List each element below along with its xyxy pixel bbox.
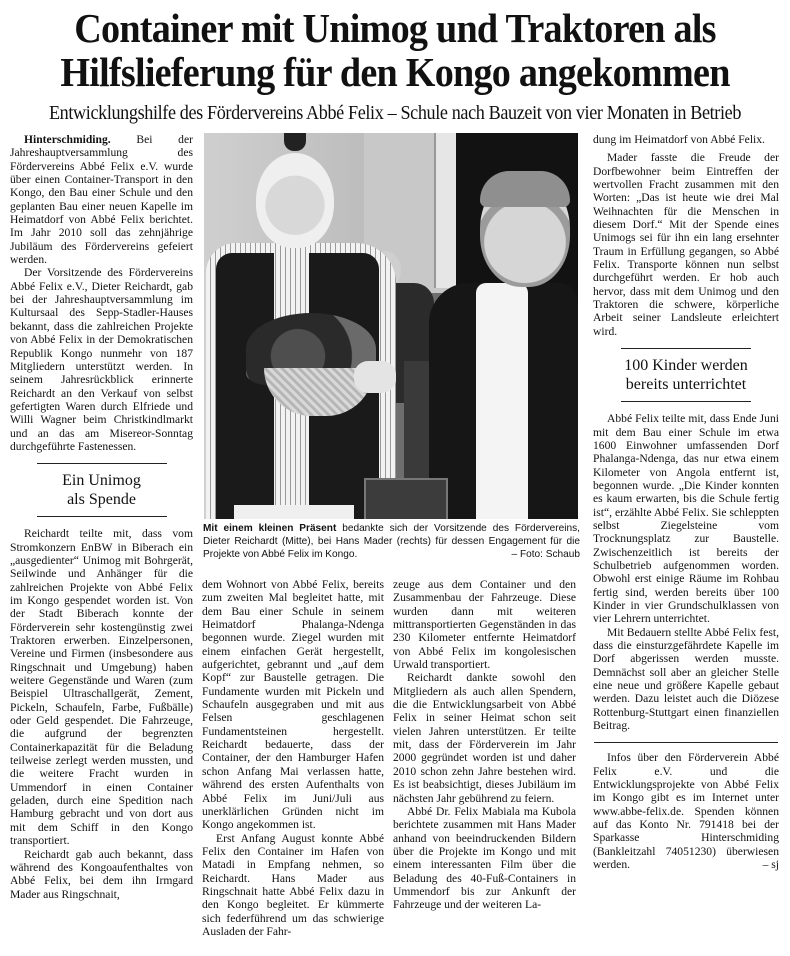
paragraph: Der Vorsitzende des Fördervereins Abbé Felix e.V., Dieter Reichardt, gab bei der Jahreshauptversammlung im Kultursaal des Sepp-Stadler-Hauses bekannt, dass die zahlreichen Projekte von Abbé Felix in der Demokratischen Republik Kongo nunmehr von 187 Mitgliedern unterstützt werden. In seinem Jahresrückblick erinnerte Reichardt an den Verkauf von selbst gefertigten Waren durch Elfriede und Willi Wagner beim Christkindlmarkt und an das am Misereor-Sonntag durchgeführte Fastenessen. <box>10 266 193 453</box>
paragraph: Reichardt dankte sowohl den Mitgliedern als auch allen Spendern, die die Entwicklungsarbeit von Abbé Felix in seiner Heimat schon seit vielen Jahren unterstützen. Er teilte mit, dass der Förderverein im Jahr 2000 gegründet worden ist und daher 2010 schon zehn Jahre bestehen wird. Es ist beabsichtigt, dieses Jubiläum im nächsten Jahr gebührend zu feiern. <box>393 671 576 805</box>
headline-line-1: Container mit Unimog und Traktoren als <box>74 5 716 51</box>
author-sign: – sj <box>762 858 779 872</box>
paragraph: dung im Heimatdorf von Abbé Felix. <box>593 133 765 146</box>
subheading-line-1: Ein Unimog <box>62 472 141 490</box>
photo-paper <box>234 505 354 519</box>
subheading-unimog <box>10 463 193 517</box>
paragraph-text: Bei der Jahreshauptversammlung des Fördervereins Abbé Felix e.V. wurde über einen Container-Transport in den Kongo, den Bau einer Schule und den geplanten Bau einer neuen Kapelle im Heimatdorf von Abbé Felix berichtet. Im Jahr 2010 soll das zehnjährige Jubiläum des Fördervereins gefeiert werden. <box>10 133 193 267</box>
subheading-line-2: als Spende <box>67 491 136 509</box>
divider-rule <box>37 516 167 517</box>
paragraph: zeuge aus dem Container und den Zusammenbau der Fahrzeuge. Diese wurden dann mit weiteren mittransportierten Gegenständen in das 230 Kilometer entfernte Heimatdorf von Abbé Felix im kongolesischen Urwald transportiert. <box>393 578 576 672</box>
column-1 <box>10 133 193 901</box>
photo-pole <box>284 133 306 151</box>
paragraph: Abbé Felix teilte mit, dass Ende Juni mit dem Bau einer Schule im etwa 1600 Einwohner umfassenden Dorf Phalanga-Ndenga, das nur etwa einem Kilometer von Angola entfernt ist, begonnen wurde. „Die Kinder konnten es kaum erwarten, bis die Schule fertig ist“, erzählte Abbé Felix. Sie schleppten selbst Ziegelsteine vom Trocknungsplatz zur Baustelle. Zwischenzeitlich ist bereits der Schulbetrieb aufgenommen worden. Obwohl erst einige Räume im Rohbau fertig sind, werden bereits über 100 Kinder in vier Grundschulklassen von vier Lehrern unterrichtet. <box>593 412 779 626</box>
paragraph: Mader fasste die Freude der Dorfbewohner beim Eintreffen der wertvollen Fracht zusammen mit den Worten: „Das ist heute wie drei Mal Weihnachten für die Menschen in diesem Dorf.“ Mit der Spende eines Unimogs sei für ihn ein lang ersehnter Traum in Erfüllung gegangen, so Abbé Felix. Transporte können nun selbst durchgeführt werden. Er hob auch hervor, dass mit dem Unimog und den Traktoren die schwere, körperliche Arbeit seiner Landsleute erleichtert wird. <box>593 151 779 338</box>
paragraph: Erst Anfang August konnte Abbé Felix den Container im Hafen von Matadi in Empfang nehmen, so Reichardt. Hans Mader aus Ringschnait hatte Abbé Felix dazu in den Kongo begleitet. Er kümmerte sich federführend um das schwierige Ausladen der Fahr- <box>202 831 384 938</box>
headline <box>28 6 763 94</box>
photo-person-right-shirt <box>476 283 528 519</box>
photo-window <box>434 133 458 288</box>
paragraph <box>10 133 193 266</box>
column-3 <box>393 578 576 912</box>
photo-handshake <box>354 361 396 393</box>
photo-person-right-hair <box>480 171 570 207</box>
column-4 <box>593 133 779 872</box>
caption-lead: Mit einem kleinen Präsent <box>203 523 337 534</box>
photo-person-left-vest <box>216 253 274 519</box>
info-box <box>593 751 779 871</box>
paragraph: Reichardt teilte mit, dass vom Stromkonzern EnBW in Biberach ein „ausgedienter“ Unimog mit Bohrgerät, Seilwinde und Anhänger für die zahlreichen Projekte von Abbé Felix im Kongo gespendet worden ist. Von der Stadt Biberach konnte der Förderverein sehr kostengünstig zwei Traktoren erwerben. Einzelpersonen, Vereine und Firmen (insbesondere aus Ringschnait und Umgebung) haben weitere Gegenstände und Waren (zum Beispiel Ultraschallgerät, Zement, Pickeln, Schaufeln, Farbe, Fußbälle) oder Geld gespendet. Die Fahrzeuge, die aufgrund der begrenzten Containerkapazität für die Beladung teilweise zerlegt werden mussten, und die weitere Fracht wurden in Ummendorf in einen Container geladen, durch eine Spedition nach Hamburg gebracht und von dort aus mit dem Schiff in den Kongo transportiert. <box>10 527 193 848</box>
photo-person-left-head <box>256 153 334 248</box>
info-text: Infos über den Förderverein Abbé Felix e.V. und die Entwicklungsprojekte von Abbé Felix im Kongo gibt es im Internet unter www.abbe-felix.de. Spenden können auf das Konto Nr. 791418 bei der Sparkasse Hinterschmiding (Bankleitzahl 74051230) überwiesen werden. <box>593 751 779 872</box>
paragraph: dem Wohnort von Abbé Felix, bereits zum zweiten Mal begleitet hatte, mit dem Bau einer Schule in seinem Heimatdorf Phalanga-Ndenga begonnen wurde. Ziegel wurden mit einem einfachen Gerät hergestellt, aufgerichtet, gebrannt und „auf dem Kopf“ zur Baustelle getragen. Die Fundamente wurden mit Pickeln und Schaufeln ausgegraben und mit aus Felsen geschlagenen Fundamentsteinen hergestellt. Reichardt bedauerte, dass der Container, der den Hamburger Hafen schon Anfang Mai verlassen hatte, während des ersten Aufenthalts von Abbé Felix im Juni/Juli aus unerklärlichen Gründen nicht im Kongo angekommen ist. <box>202 578 384 832</box>
subheading-title <box>10 464 193 516</box>
divider-rule <box>621 401 751 402</box>
photo-caption <box>203 522 580 562</box>
paragraph: Abbé Dr. Felix Mabiala ma Kubola berichtete zusammen mit Hans Mader anhand von beeindruckenden Bildern über die Projekte im Kongo und mit einem interessanten Film über die Beladung des 40-Fuß-Containers in Ummendorf bis zur Ankunft der Fahrzeuge und der weiteren La- <box>393 804 576 912</box>
photo-credit: – Foto: Schaub <box>511 549 580 561</box>
photo-chair <box>364 478 448 519</box>
subheading-kinder <box>593 348 779 402</box>
subheading-title <box>593 349 779 401</box>
caption-body: bedankte sich der Vorsitzende des Fördervereins, Dieter Reichardt (Mitte), bei Hans Mader (rechts) für dessen Engagement für die Projekte von Abbé Felix im Kongo. <box>203 523 580 561</box>
paragraph: Reichardt gab auch bekannt, dass während des Kongoaufenthaltes von Abbé Felix, bei dem ihn Irmgard Mader aus Ringschnait, <box>10 847 193 901</box>
subheading-line-1: 100 Kinder werden <box>624 357 748 375</box>
article-photo <box>204 133 578 519</box>
subheading-line-2: bereits unterrichtet <box>625 376 747 394</box>
paragraph: Mit Bedauern stellte Abbé Felix fest, dass die einsturzgefährdete Kapelle im Dorf abgerissen werden musste. Demnächst soll aber an gleicher Stelle eine neue und größere Kapelle gebaut werden. Dazu leistet auch die Diözese Rottenburg-Stuttgart einen finanziellen Beitrag. <box>593 625 779 733</box>
subheadline: Entwicklungshilfe des Fördervereins Abbé Felix – Schule nach Bauzeit von vier Monaten in Betrieb <box>48 103 742 124</box>
column-2 <box>202 578 384 938</box>
headline-line-2: Hilfslieferung für den Kongo angekommen <box>60 49 730 95</box>
dateline: Hinterschmiding. <box>24 133 111 146</box>
